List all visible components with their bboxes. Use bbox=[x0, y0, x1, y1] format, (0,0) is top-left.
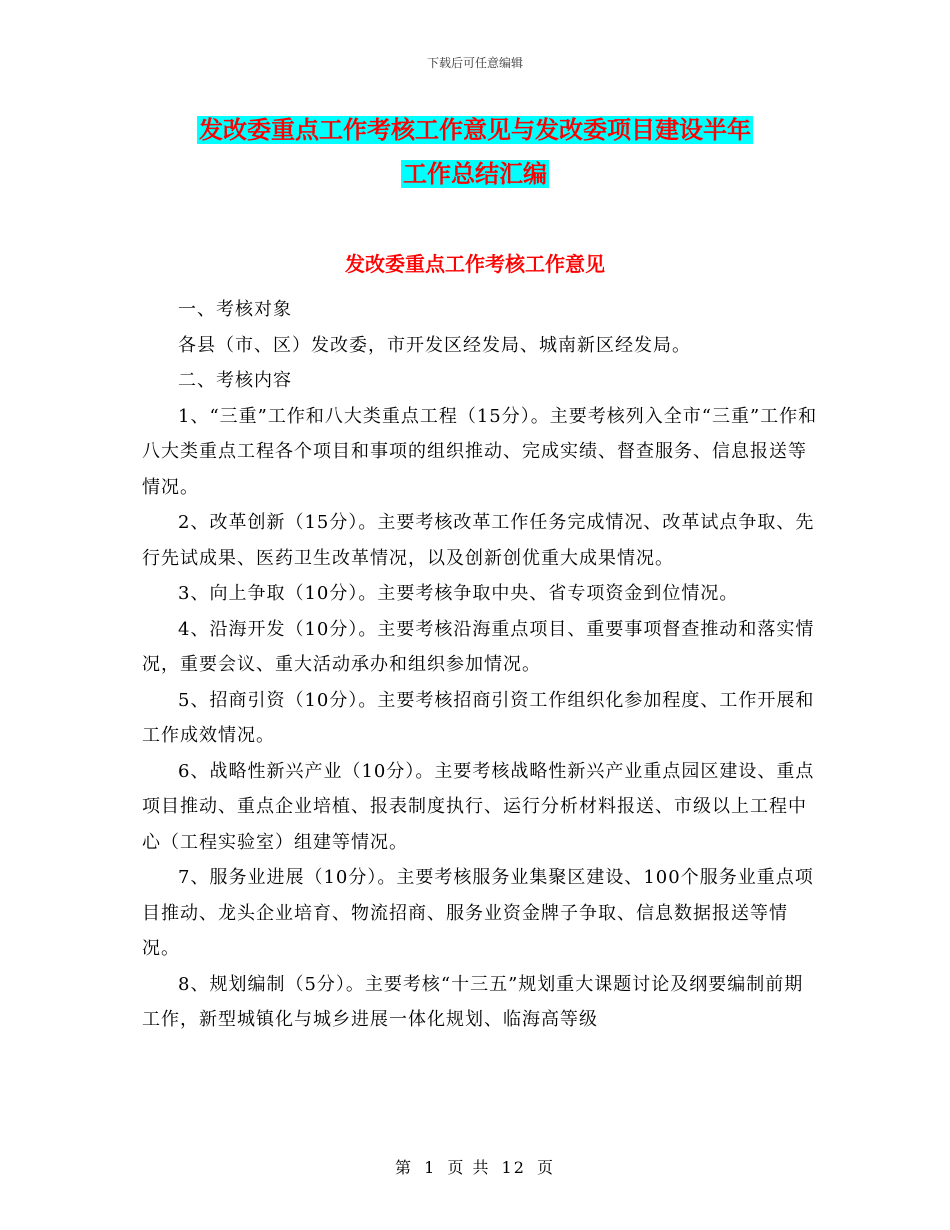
paragraph: 一、考核对象 bbox=[178, 299, 292, 320]
footer-middle: 页 共 bbox=[447, 1158, 491, 1177]
paragraph: 1、“三重”工作和八大类重点工程（15分）。主要考核列入全市“三重”工作和八大类重点工程各个项目和事项的组织推动、完成实绩、督查服务、信息报送等情况。 bbox=[142, 405, 818, 498]
document-body bbox=[142, 292, 818, 1038]
paragraph: 3、向上争取（10分）。主要考核争取中央、省专项资金到位情况。 bbox=[178, 583, 739, 604]
paragraph: 8、规划编制（5分）。主要考核“十三五”规划重大课题讨论及纲要编制前期工作，新型城镇化与城乡进展一体化规划、临海高等级 bbox=[142, 973, 804, 1030]
footer-prefix: 第 bbox=[394, 1158, 413, 1177]
document-title-line2: 工作总结汇编 bbox=[403, 160, 547, 188]
paragraph: 7、服务业进展（10分）。主要考核服务业集聚区建设、100个服务业重点项目推动、龙头企业培育、物流招商、服务业资金牌子争取、信息数据报送等情况。 bbox=[142, 867, 814, 959]
paragraph: 5、招商引资（10分）。主要考核招商引资工作组织化参加程度、工作开展和工作成效情况。 bbox=[142, 689, 815, 746]
paragraph: 二、考核内容 bbox=[178, 370, 292, 391]
page-footer bbox=[0, 1155, 950, 1178]
footer-total-pages: 12 bbox=[501, 1158, 526, 1177]
paragraph: 各县（市、区）发改委，市开发区经发局、城南新区经发局。 bbox=[178, 334, 691, 356]
header-note: 下载后可任意编辑 bbox=[426, 56, 523, 70]
document-title bbox=[0, 108, 950, 196]
section-title: 发改委重点工作考核工作意见 bbox=[345, 252, 605, 276]
paragraph: 2、改革创新（15分）。主要考核改革工作任务完成情况、改革试点争取、先行先试成果、医药卫生改革情况，以及创新创优重大成果情况。 bbox=[142, 512, 815, 569]
paragraph: 6、战略性新兴产业（10分）。主要考核战略性新兴产业重点园区建设、重点项目推动、重点企业培植、报表制度执行、运行分析材料报送、市级以上工程中心（工程实验室）组建等情况。 bbox=[142, 760, 815, 853]
document-title-line1: 发改委重点工作考核工作意见与发改委项目建设半年 bbox=[199, 116, 751, 144]
footer-page-number: 1 bbox=[424, 1158, 437, 1177]
paragraph: 4、沿海开发（10分）。主要考核沿海重点项目、重要事项督查推动和落实情况，重要会议、重大活动承办和组织参加情况。 bbox=[142, 618, 815, 675]
footer-suffix: 页 bbox=[537, 1158, 556, 1177]
